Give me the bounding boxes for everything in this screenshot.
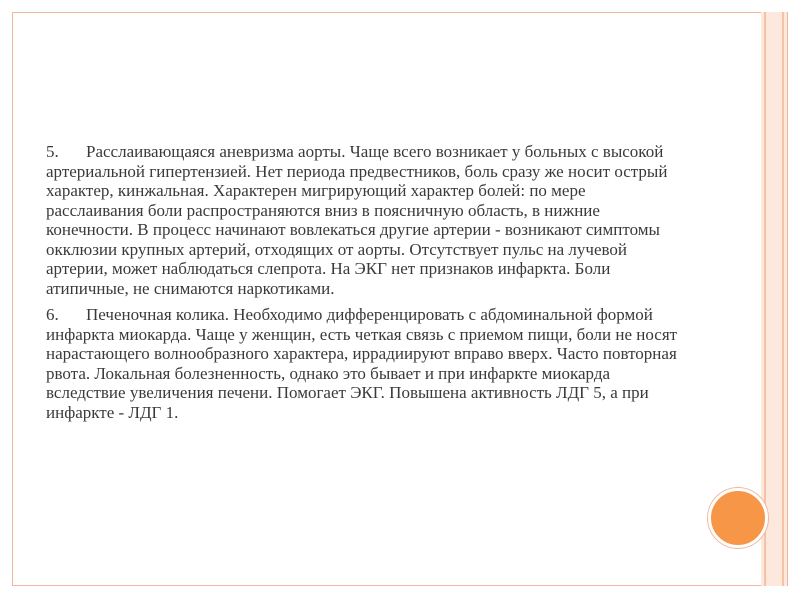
paragraph-text: Печеночная колика. Необходимо дифференцировать с абдоминальной формой инфаркта миокарда. Чаще у женщин, есть четкая связь с приемом пищи, боли не носят нарастающего волнообразного характера, иррадиируют вправо вверх. Часто повторная рвота. Локальная болезненность, однако это бывает и при инфаркте миокарда вследствие увеличения печени. Помогает ЭКГ. Повышена активность ЛДГ 5, а при инфаркте - ЛДГ 1.: [46, 305, 678, 422]
decorative-circle: [708, 488, 768, 548]
paragraph-5: [46, 142, 686, 298]
side-decoration-line: [782, 12, 784, 586]
slide-content: [46, 142, 686, 429]
side-decoration-line: [764, 12, 766, 586]
paragraph-number: 5.: [46, 142, 59, 161]
paragraph-text: Расслаивающаяся аневризма аорты. Чаще всего возникает у больных с высокой артериальной гипертензией. Нет периода предвестников, боль сразу же носит острый характер, кинжальная. Характерен мигрирующий характер болей: по мере расслаивания боли распространяются вниз в поясничную область, в нижние конечности. В процесс начинают вовлекаться другие артерии - возникают симптомы окклюзии крупных артерий, отходящих от аорты. Отсутствует пульс на лучевой артерии, может наблюдаться слепрота. На ЭКГ нет признаков инфаркта. Боли атипичные, не снимаются наркотиками.: [46, 142, 668, 298]
paragraph-6: [46, 305, 686, 422]
paragraph-number: 6.: [46, 305, 59, 324]
